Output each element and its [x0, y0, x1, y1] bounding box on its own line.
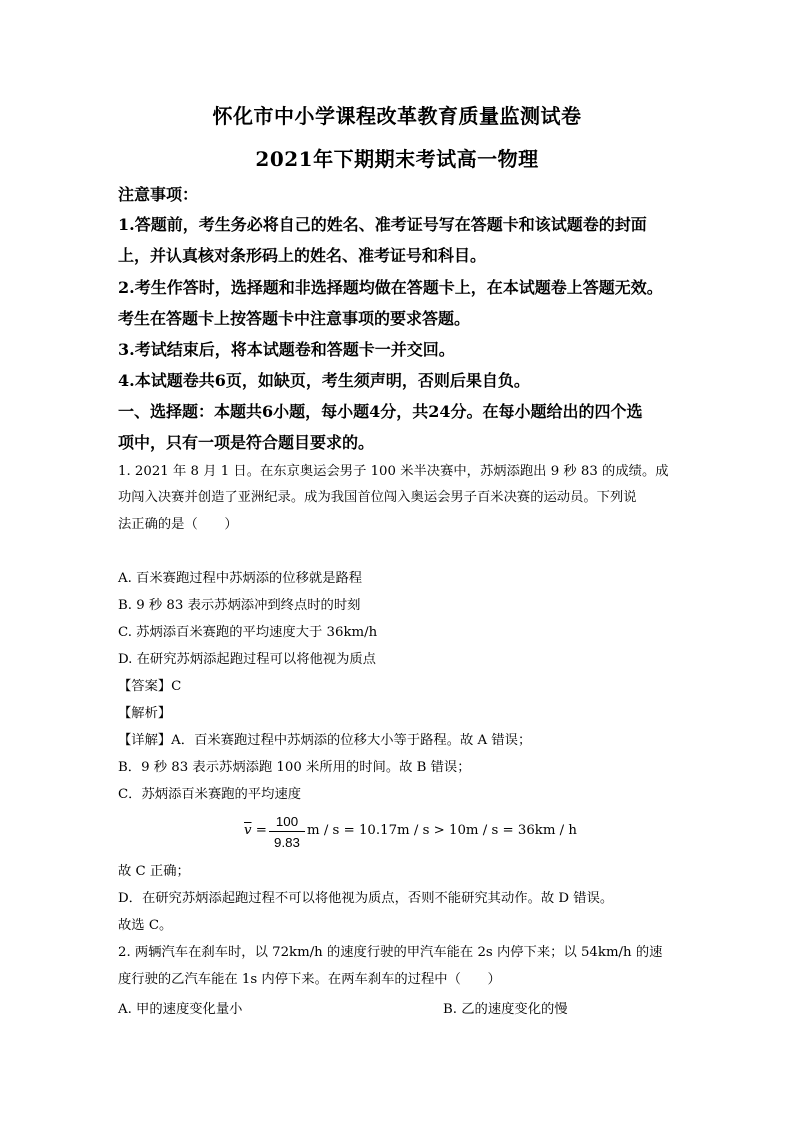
- q2-stem-line: 2. 两辆汽车在刹车时，以 72km/h 的速度行驶的甲汽车能在 2s 内停下来；以 54km/h 的速: [118, 945, 663, 960]
- formula-fraction: [269, 813, 305, 851]
- q1-detail-line: 【详解】A．百米赛跑过程中苏炳添的位移大小等于路程。故 A 错误；: [118, 733, 532, 748]
- notice-line: 考生在答题卡上按答题卡中注意事项的要求答题。: [118, 309, 471, 328]
- q2-stem-line: 度行驶的乙汽车能在 1s 内停下来。在两车刹车的过程中（ ）: [118, 972, 501, 987]
- q1-stem-line: 1. 2021 年 8 月 1 日。在东京奥运会男子 100 米半决赛中，苏炳添跑出 9 秒 83 的成绩。成: [118, 464, 669, 479]
- q1-analysis-label: 【解析】: [118, 706, 172, 721]
- notice-line: 1.答题前，考生务必将自己的姓名、准考证号写在答题卡和该试题卷的封面: [118, 215, 647, 234]
- formula-lhs: [244, 823, 267, 838]
- q1-stem-line: 功闯入决赛并创造了亚洲纪录。成为我国首位闯入奥运会男子百米决赛的运动员。下列说: [118, 490, 637, 505]
- formula-equals: =: [251, 823, 267, 838]
- notice-heading: 注意事项：: [118, 185, 199, 204]
- fraction-bar: [269, 831, 305, 832]
- q1-option-b: B. 9 秒 83 表示苏炳添冲到终点时的时刻: [118, 598, 361, 613]
- q1-option-c: C. 苏炳添百米赛跑的平均速度大于 36km/h: [118, 625, 378, 640]
- notice-line: 4.本试题卷共6页，如缺页，考生须声明，否则后果自负。: [118, 371, 530, 390]
- q1-detail-line: C．苏炳添百米赛跑的平均速度: [118, 787, 302, 802]
- notice-line: 2.考生作答时，选择题和非选择题均做在答题卡上，在本试题卷上答题无效。: [118, 278, 663, 297]
- notice-line: 3.考试结束后，将本试题卷和答题卡一并交回。: [118, 340, 455, 359]
- q1-answer: 【答案】C: [118, 679, 182, 694]
- q1-detail-line: B．9 秒 83 表示苏炳添跑 100 米所用的时间。故 B 错误；: [118, 760, 471, 775]
- section-heading-cont: 项中，只有一项是符合题目要求的。: [118, 433, 375, 452]
- formula-v-bar: $\overline{v}$: [244, 823, 252, 838]
- page-title: 怀化市中小学课程改革教育质量监测试卷: [212, 104, 582, 128]
- q2-option-b: B. 乙的速度变化的慢: [443, 1002, 568, 1017]
- q2-option-a: A. 甲的速度变化量小: [118, 1002, 243, 1017]
- q1-after-line: 故 C 正确；: [118, 864, 190, 879]
- q1-option-d: D. 在研究苏炳添起跑过程可以将他视为质点: [118, 652, 376, 667]
- page-subtitle: 2021年下期期末考试高一物理: [255, 147, 539, 171]
- q1-option-a: A. 百米赛跑过程中苏炳添的位移就是路程: [118, 571, 363, 586]
- q1-stem-line: 法正确的是（ ）: [118, 517, 238, 532]
- q1-after-line: D．在研究苏炳添起跑过程不可以将他视为质点，否则不能研究其动作。故 D 错误。: [118, 891, 614, 906]
- notice-line: 上，并认真核对条形码上的姓名、准考证号和科目。: [118, 246, 487, 265]
- formula-denominator: 9.83: [274, 835, 300, 850]
- formula-rhs: m / s = 10.17m / s > 10m / s = 36km / h: [307, 823, 577, 838]
- q1-after-line: 故选 C。: [118, 918, 173, 933]
- formula-numerator: 100: [275, 814, 299, 829]
- section-heading: 一、选择题：本题共6小题，每小题4分，共24分。在每小题给出的四个选: [118, 402, 643, 421]
